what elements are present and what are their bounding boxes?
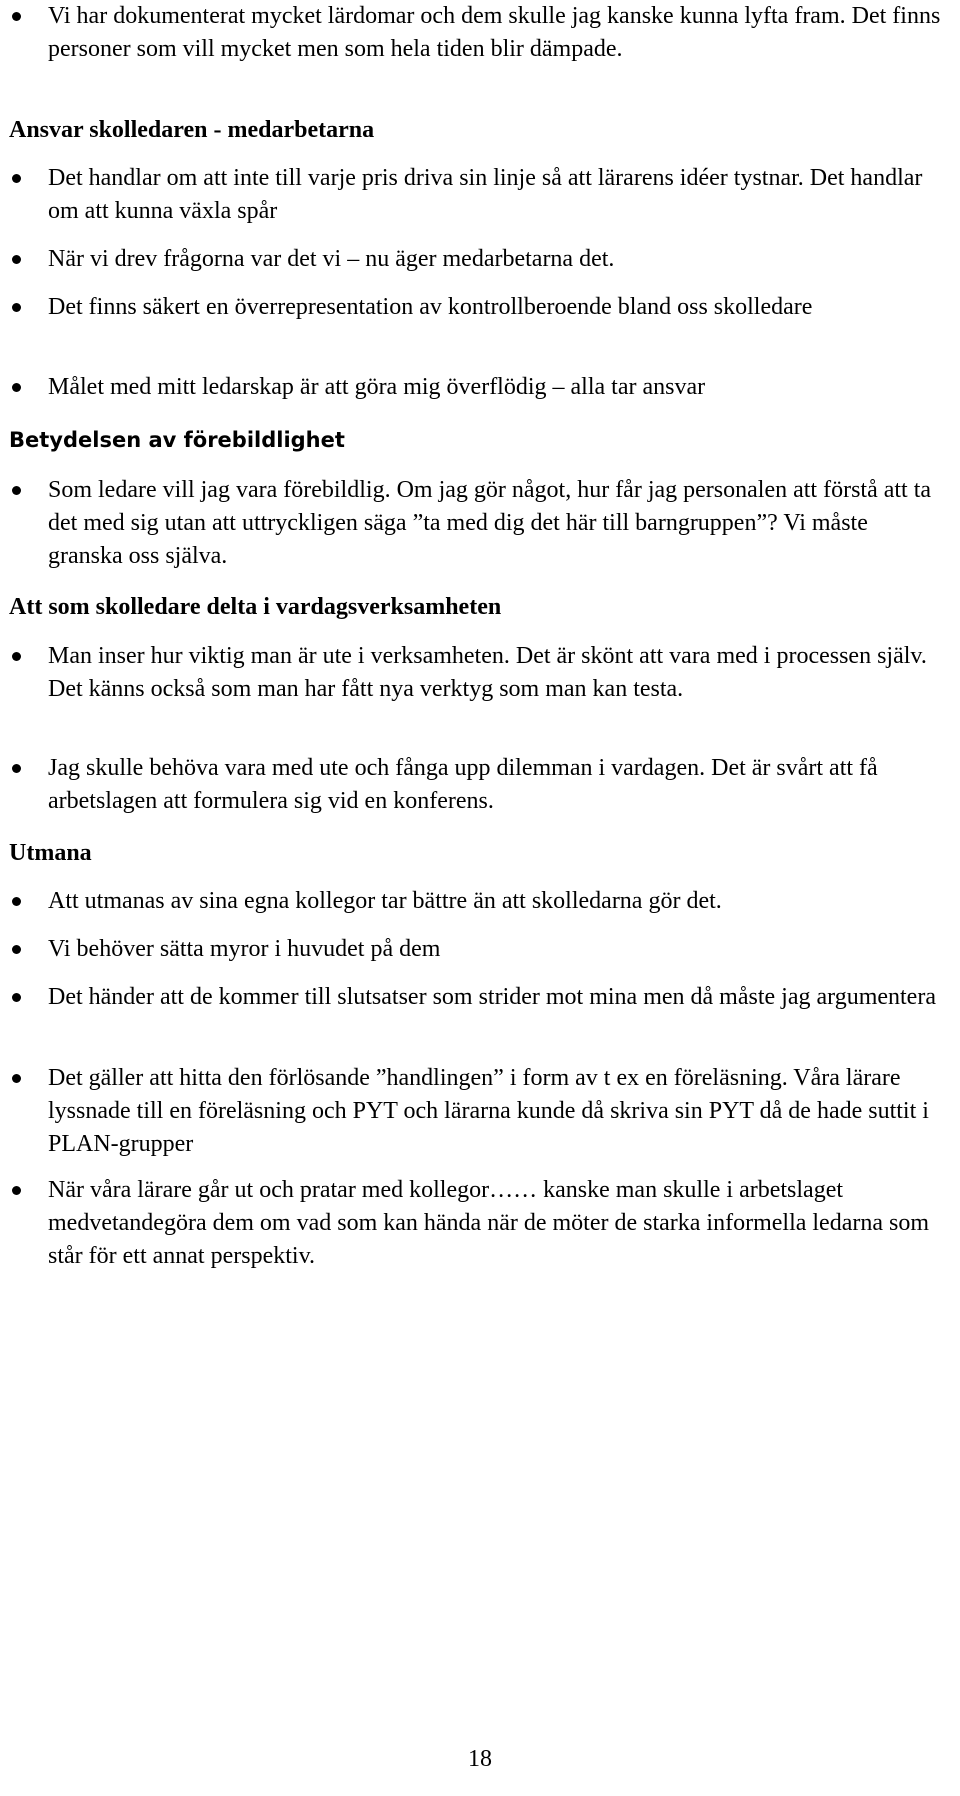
list-item [48,162,948,228]
list-item [48,1062,948,1161]
section-heading-vardag: Att som skolledare delta i vardagsverksamheten [9,594,502,620]
list-item [48,885,948,918]
bullet-icon [12,303,21,312]
list-item-text: Man inser hur viktig man är ute i verksamheten. Det är skönt att vara med i processen själv. Det känns också som man har fått nya verktyg som man kan testa. [48,643,927,702]
list-item [48,243,948,276]
bullet-icon [12,383,21,392]
list-item [48,1174,948,1273]
list-item-text: Som ledare vill jag vara förebildlig. Om jag gör något, hur får jag personalen att förstå att ta det med sig utan att uttryckligen säga ”ta med dig det här till barngruppen”? Vi måste granska oss själva. [48,477,932,569]
list-item-text: Det gäller att hitta den förlösande ”handlingen” i form av t ex en föreläsning. Våra lärare lyssnade till en föreläsning och PYT och lärarna kunde då skriva sin PYT då de hade suttit i PLAN-grupper [48,1065,929,1157]
list-item-text: Det handlar om att inte till varje pris driva sin linje så att lärarens idéer tystnar. Det handlar om att kunna växla spår [48,165,923,224]
section-heading-forebild: Betydelsen av förebildlighet [9,428,345,452]
list-item-text: Att utmanas av sina egna kollegor tar bättre än att skolledarna gör det. [48,888,722,914]
bullet-icon [12,945,21,954]
bullet-icon [12,897,21,906]
list-item [48,0,948,66]
section-heading-ansvar: Ansvar skolledaren - medarbetarna [9,117,375,143]
list-item [48,371,948,404]
list-item [48,291,948,324]
section-heading-utmana: Utmana [9,840,92,866]
list-item-text: Vi behöver sätta myror i huvudet på dem [48,936,441,962]
bullet-icon [12,652,21,661]
list-item-text: Det händer att de kommer till slutsatser som strider mot mina men då måste jag argumentera [48,984,936,1010]
page-number: 18 [468,1746,492,1772]
list-item-text: När våra lärare går ut och pratar med kollegor…… kanske man skulle i arbetslaget medvetandegöra dem om vad som kan hända när de möter de starka informella ledarna som står för ett annat perspektiv. [48,1177,930,1269]
list-item-text: Vi har dokumenterat mycket lärdomar och dem skulle jag kanske kunna lyfta fram. Det finns personer som vill mycket men som hela tiden blir dämpade. [48,3,941,62]
list-item-text: Jag skulle behöva vara med ute och fånga upp dilemman i vardagen. Det är svårt att få arbetslagen att formulera sig vid en konferens. [48,755,878,814]
bullet-icon [12,993,21,1002]
bullet-icon [12,1186,21,1195]
bullet-icon [12,255,21,264]
list-item [48,981,948,1014]
bullet-icon [12,486,21,495]
list-item-text: Det finns säkert en överrepresentation av kontrollberoende bland oss skolledare [48,294,813,320]
list-item-text: Målet med mitt ledarskap är att göra mig överflödig – alla tar ansvar [48,374,706,400]
bullet-icon [12,1074,21,1083]
list-item [48,752,948,818]
bullet-icon [12,12,21,21]
list-item [48,474,948,573]
list-item-text: När vi drev frågorna var det vi – nu äger medarbetarna det. [48,246,615,272]
bullet-icon [12,764,21,773]
list-item [48,933,948,966]
bullet-icon [12,174,21,183]
list-item [48,640,948,706]
